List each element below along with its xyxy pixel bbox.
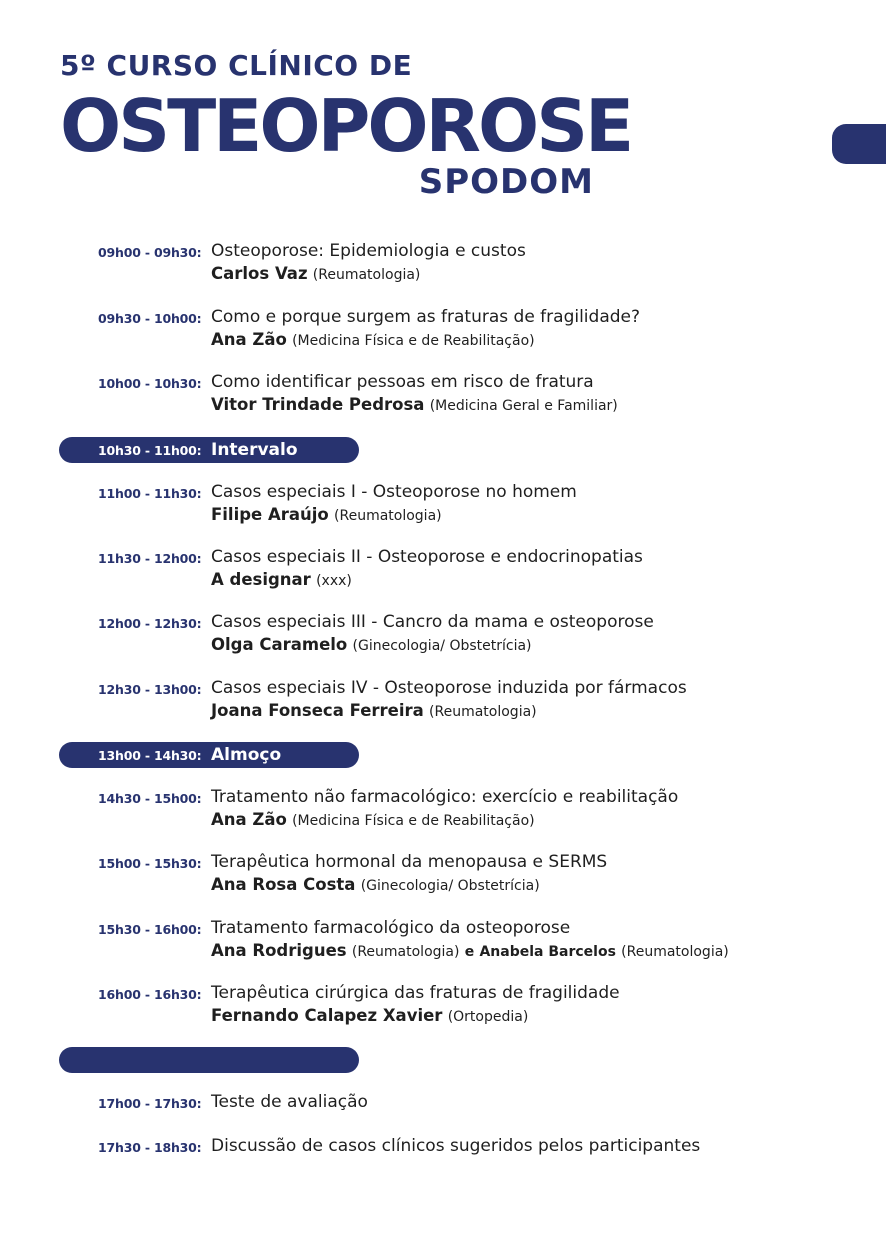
session-title: Terapêutica cirúrgica das fraturas de fragilidade (211, 983, 620, 1003)
break-bar (59, 742, 359, 768)
speaker-line (211, 940, 729, 963)
speaker-line (211, 700, 537, 723)
speaker-name: Carlos Vaz (211, 264, 308, 283)
speaker-name: Vitor Trindade Pedrosa (211, 395, 425, 414)
session-title: Como identificar pessoas em risco de fratura (211, 372, 594, 392)
speaker-name: Ana Rodrigues (211, 941, 347, 960)
speaker-name: Fernando Calapez Xavier (211, 1006, 443, 1025)
session-title: Terapêutica hormonal da menopausa e SERMS (211, 852, 608, 872)
time-range: 13h00 - 14h30: (98, 748, 202, 763)
speaker-line (211, 394, 618, 417)
break-bar (59, 1047, 359, 1073)
speaker-name: Joana Fonseca Ferreira (211, 701, 424, 720)
speaker-specialty: (Ginecologia/ Obstetrícia) (352, 638, 532, 654)
session-title: Tratamento não farmacológico: exercício e reabilitação (211, 787, 679, 807)
time-range: 09h30 - 10h00: (98, 311, 202, 326)
speaker-specialty: (Ortopedia) (447, 1009, 529, 1025)
time-range: 10h00 - 10h30: (98, 376, 202, 391)
session-title: Casos especiais I - Osteoporose no homem (211, 482, 577, 502)
time-range: 09h00 - 09h30: (98, 245, 202, 260)
break-bar (59, 437, 359, 463)
speaker-line (211, 1005, 528, 1028)
speaker-name: Olga Caramelo (211, 635, 348, 654)
time-range: 12h30 - 13h00: (98, 682, 202, 697)
course-organizer: SPODOM (418, 162, 594, 202)
speaker-line (211, 504, 442, 527)
speaker-specialty: (xxx) (316, 573, 352, 589)
time-range: 15h00 - 15h30: (98, 856, 202, 871)
time-range: 14h30 - 15h00: (98, 791, 202, 806)
speaker-line (211, 634, 532, 657)
speaker-specialty: (Reumatologia) (312, 267, 421, 283)
time-range: 11h30 - 12h00: (98, 551, 202, 566)
speaker-specialty: (Reumatologia) (334, 508, 442, 524)
speaker-name: Ana Rosa Costa (211, 875, 356, 894)
speaker-specialty: (Medicina Física e de Reabilitação) (292, 333, 535, 349)
speaker-specialty: (Medicina Geral e Familiar) (429, 398, 618, 414)
session-title: Tratamento farmacológico da osteoporose (211, 918, 571, 938)
session-title: Casos especiais IV - Osteoporose induzida por fármacos (211, 678, 687, 698)
course-main-title: OSTEOPOROSE (60, 84, 632, 168)
speaker-specialty: (Reumatologia) (351, 944, 460, 960)
time-range: 10h30 - 11h00: (98, 443, 202, 458)
speaker-name: Ana Zão (211, 330, 287, 349)
session-title: Discussão de casos clínicos sugeridos pelos participantes (211, 1136, 701, 1156)
time-range: 17h00 - 17h30: (98, 1096, 202, 1111)
course-edition-title: 5º CURSO CLÍNICO DE (60, 49, 413, 82)
course-header (60, 48, 632, 202)
time-range: 17h30 - 18h30: (98, 1140, 202, 1155)
side-tab-marker (832, 124, 886, 164)
speaker-name: Filipe Araújo (211, 505, 329, 524)
speaker-name: A designar (211, 570, 311, 589)
speaker-specialty: (Medicina Física e de Reabilitação) (292, 813, 535, 829)
speaker-joiner: e (464, 944, 475, 960)
speaker-specialty: (Ginecologia/ Obstetrícia) (360, 878, 540, 894)
session-title: Osteoporose: Epidemiologia e custos (211, 241, 526, 261)
session-title: Como e porque surgem as fraturas de fragilidade? (211, 307, 641, 327)
time-range: 12h00 - 12h30: (98, 616, 202, 631)
session-title: Casos especiais II - Osteoporose e endocrinopatias (211, 547, 643, 567)
speaker-line (211, 874, 540, 897)
time-range: 15h30 - 16h00: (98, 922, 202, 937)
speaker-line (211, 809, 535, 832)
speaker-line (211, 569, 352, 592)
time-range: 11h00 - 11h30: (98, 486, 202, 501)
break-title: Intervalo (211, 440, 298, 460)
break-title: Almoço (211, 745, 282, 765)
session-title: Casos especiais III - Cancro da mama e osteoporose (211, 612, 654, 632)
time-range: 16h00 - 16h30: (98, 987, 202, 1002)
speaker-specialty: (Reumatologia) (429, 704, 537, 720)
speaker-line (211, 329, 535, 352)
speaker-name-2: Anabela Barcelos (479, 944, 616, 960)
speaker-specialty-2: (Reumatologia) (621, 944, 729, 960)
speaker-name: Ana Zão (211, 810, 287, 829)
session-title: Teste de avaliação (211, 1092, 368, 1112)
speaker-line (211, 263, 420, 286)
